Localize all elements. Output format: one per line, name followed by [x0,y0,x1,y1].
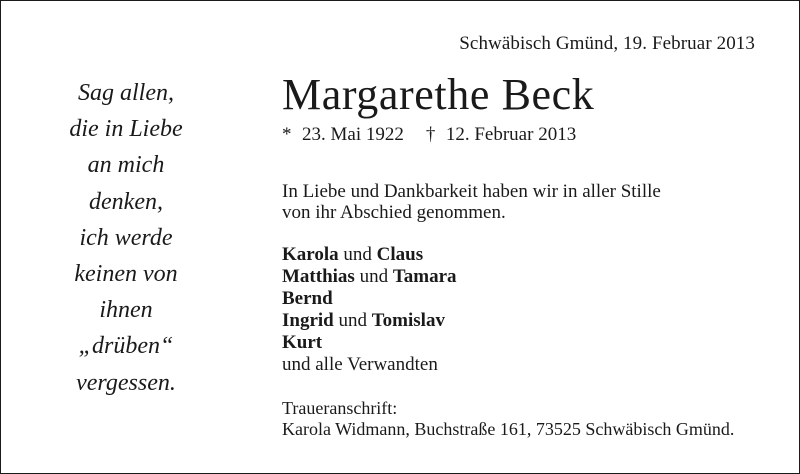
farewell-line: von ihr Abschied genommen. [282,202,506,223]
main-column [282,67,772,440]
deceased-name: Margarethe Beck [282,70,595,119]
mourner-name: Claus [376,244,424,265]
mourner-name: Tamara [392,266,457,287]
connector: und [343,244,372,265]
place-date: Schwäbisch Gmünd, 19. Februar 2013 [459,33,755,54]
birth-date: 23. Mai 1922 [302,124,404,145]
poem-line: „drüben“ [78,333,174,360]
mourner-name: Kurt [282,332,323,353]
family-line [282,288,772,310]
connector: und [338,310,367,331]
family-list [282,244,772,376]
family-line [282,266,772,288]
farewell-line: In Liebe und Dankbarkeit haben wir in aller Stille [282,181,661,202]
family-line [282,332,772,354]
poem-line: denken, [89,188,163,215]
poem-line: keinen von [74,261,178,288]
birth-symbol: * [282,124,292,145]
address-text: Karola Widmann, Buchstraße 161, 73525 Schwäbisch Gmünd. [282,419,735,439]
poem-line: vergessen. [76,369,176,396]
death-symbol: † [425,124,436,145]
connector: und [359,266,389,287]
poem-line: die in Liebe [69,116,183,143]
life-dates [282,123,772,147]
mourner-name: Tomislav [371,310,445,331]
mourner-name: Karola [282,244,339,265]
mourning-address [282,398,772,440]
address-label: Traueranschrift: [282,398,398,418]
mourner-name: Matthias [282,266,355,287]
farewell-text [282,181,772,223]
poem-line: ihnen [99,297,153,324]
death-date: 12. Februar 2013 [445,124,577,145]
poem-line: Sag allen, [78,80,174,106]
mourner-name: Ingrid [282,310,334,331]
mourner-name: Bernd [282,288,333,309]
relatives-line: und alle Verwandten [282,354,438,375]
family-line [282,310,772,332]
family-line [282,244,772,266]
poem [41,75,211,401]
poem-line: ich werde [79,224,173,251]
poem-line: an mich [87,152,165,179]
